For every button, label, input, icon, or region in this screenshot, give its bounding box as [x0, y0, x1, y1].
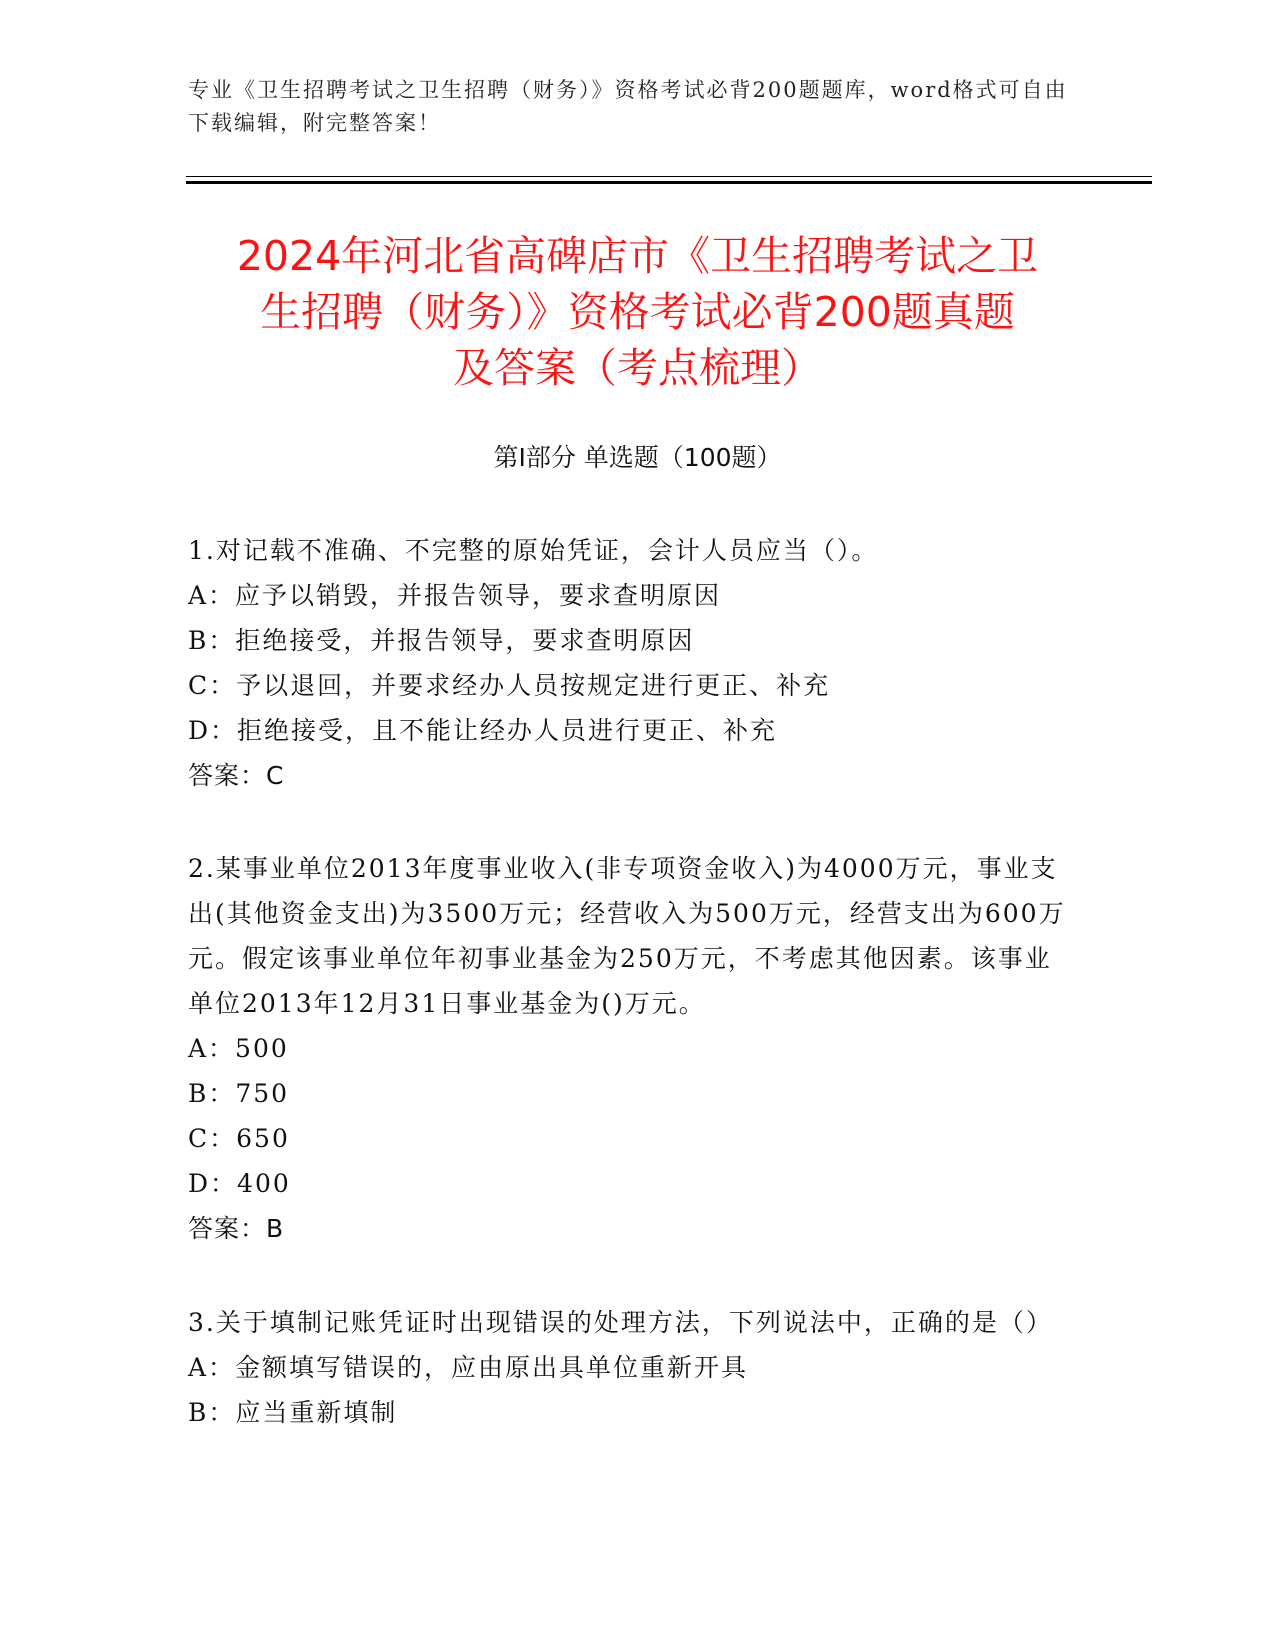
question-2 [188, 846, 1068, 1251]
option-a: A：500 [188, 1034, 289, 1063]
option-c: C：予以退回，并要求经办人员按规定进行更正、补充 [188, 671, 831, 700]
question-stem: 3.关于填制记账凭证时出现错误的处理方法，下列说法中，正确的是（） [188, 1308, 1053, 1337]
question-1 [188, 528, 1068, 798]
header-divider-thick [186, 181, 1152, 184]
option-b: B：应当重新填制 [188, 1398, 398, 1427]
option-a: A：金额填写错误的，应由原出具单位重新开具 [188, 1353, 749, 1382]
question-stem: 2.某事业单位2013年度事业收入(非专项资金收入)为4000万元，事业支出(其他资金支出)为3500万元；经营收入为500万元，经营支出为600万元。假定该事业单位年初事业基金为250万元，不考虑其他因素。该事业单位2013年12月31日事业基金为()万元。 [188, 854, 1066, 1018]
question-stem: 1.对记载不准确、不完整的原始凭证，会计人员应当（）。 [188, 536, 879, 565]
document-title [150, 228, 1125, 396]
answer: 答案：C [188, 761, 285, 790]
option-b: B：拒绝接受，并报告领导，要求查明原因 [188, 626, 695, 655]
header-divider-thin [186, 176, 1152, 177]
option-a: A：应予以销毁，并报告领导，要求查明原因 [188, 581, 722, 610]
option-c: C：650 [188, 1124, 290, 1153]
title-line: 生招聘（财务）》资格考试必背200题真题 [260, 288, 1015, 336]
answer: 答案：B [188, 1214, 285, 1243]
option-d: D：拒绝接受，且不能让经办人员进行更正、补充 [188, 716, 778, 745]
question-3 [188, 1300, 1068, 1435]
section-title: 第I部分 单选题（100题） [493, 443, 782, 472]
title-line: 2024年河北省高碑店市《卫生招聘考试之卫 [236, 232, 1039, 280]
option-b: B：750 [188, 1079, 290, 1108]
header-note: 专业《卫生招聘考试之卫生招聘（财务）》资格考试必背200题题库，word格式可自由下载编辑，附完整答案！ [188, 78, 1068, 135]
title-line: 及答案（考点梳理） [453, 344, 822, 392]
option-d: D：400 [188, 1169, 291, 1198]
